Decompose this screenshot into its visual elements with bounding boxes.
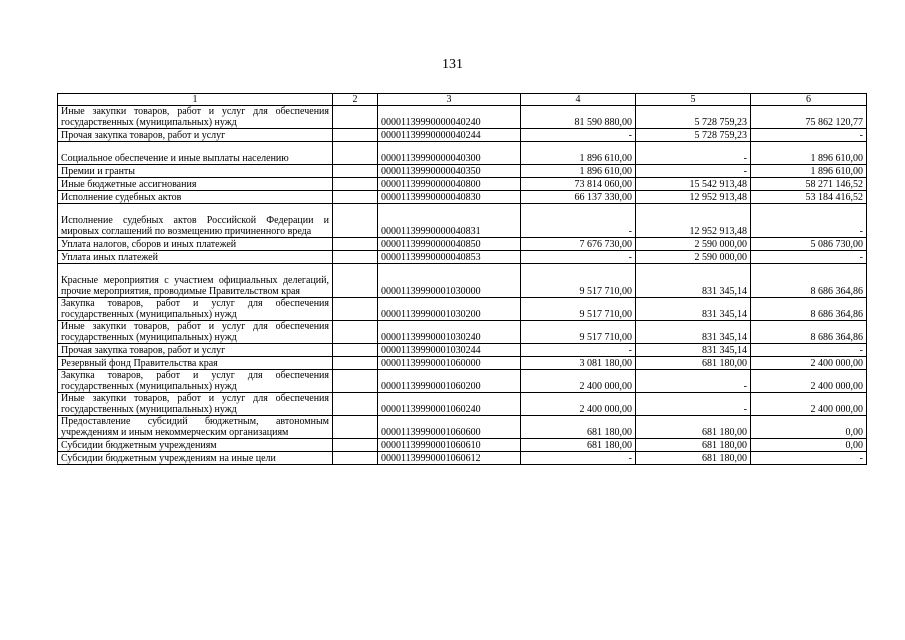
row-value-col5-cell: 681 180,00 [636, 452, 751, 465]
row-code-cell: 00001139990001030200 [378, 298, 521, 321]
row-value-col6-cell: 2 400 000,00 [751, 370, 867, 393]
row-col2-cell [333, 251, 378, 264]
row-value-col6-cell: 53 184 416,52 [751, 191, 867, 204]
row-value-col5-cell: 5 728 759,23 [636, 106, 751, 129]
row-value-col5-cell: 2 590 000,00 [636, 238, 751, 251]
row-value-col6-cell: 75 862 120,77 [751, 106, 867, 129]
row-value-col4-cell: - [521, 251, 636, 264]
row-code-cell: 00001139990001030244 [378, 344, 521, 357]
row-col2-cell [333, 191, 378, 204]
table-row [58, 204, 867, 238]
row-col2-cell [333, 321, 378, 344]
row-value-col4-cell: 2 400 000,00 [521, 393, 636, 416]
row-value-col6-cell: - [751, 204, 867, 238]
row-code-cell: 00001139990000040831 [378, 204, 521, 238]
row-col2-cell [333, 416, 378, 439]
table-row [58, 178, 867, 191]
row-value-col4-cell: 1 896 610,00 [521, 165, 636, 178]
row-col2-cell [333, 165, 378, 178]
row-name-cell: Уплата налогов, сборов и иных платежей [58, 238, 333, 251]
table-row [58, 191, 867, 204]
table-row [58, 142, 867, 165]
row-value-col5-cell: - [636, 165, 751, 178]
table-row [58, 129, 867, 142]
row-col2-cell [333, 238, 378, 251]
row-value-col4-cell: - [521, 452, 636, 465]
table-row [58, 357, 867, 370]
table-row [58, 416, 867, 439]
row-value-col4-cell: - [521, 344, 636, 357]
table-row [58, 344, 867, 357]
row-col2-cell [333, 264, 378, 298]
row-value-col4-cell: 66 137 330,00 [521, 191, 636, 204]
column-header: 4 [521, 94, 636, 106]
row-name-cell: Прочая закупка товаров, работ и услуг [58, 129, 333, 142]
row-value-col6-cell: - [751, 251, 867, 264]
row-value-col4-cell: - [521, 204, 636, 238]
row-code-cell: 00001139990001030000 [378, 264, 521, 298]
row-value-col5-cell: 15 542 913,48 [636, 178, 751, 191]
row-name-cell: Иные бюджетные ассигнования [58, 178, 333, 191]
row-name-cell: Иные закупки товаров, работ и услуг для обеспечения государственных (муниципальных) нужд [58, 321, 333, 344]
row-value-col5-cell: 831 345,14 [636, 344, 751, 357]
row-value-col5-cell: 5 728 759,23 [636, 129, 751, 142]
row-value-col5-cell: 831 345,14 [636, 264, 751, 298]
row-name-cell: Субсидии бюджетным учреждениям [58, 439, 333, 452]
row-code-cell: 00001139990000040830 [378, 191, 521, 204]
row-col2-cell [333, 106, 378, 129]
row-name-cell: Иные закупки товаров, работ и услуг для обеспечения государственных (муниципальных) нужд [58, 106, 333, 129]
row-value-col6-cell: 2 400 000,00 [751, 357, 867, 370]
row-value-col4-cell: 2 400 000,00 [521, 370, 636, 393]
row-name-cell: Уплата иных платежей [58, 251, 333, 264]
row-code-cell: 00001139990000040240 [378, 106, 521, 129]
row-name-cell: Социальное обеспечение и иные выплаты населению [58, 142, 333, 165]
budget-table [57, 93, 867, 465]
row-name-cell: Прочая закупка товаров, работ и услуг [58, 344, 333, 357]
row-col2-cell [333, 370, 378, 393]
row-value-col6-cell: 1 896 610,00 [751, 165, 867, 178]
row-value-col4-cell: 9 517 710,00 [521, 321, 636, 344]
row-col2-cell [333, 298, 378, 321]
row-value-col5-cell: 2 590 000,00 [636, 251, 751, 264]
row-code-cell: 00001139990000040850 [378, 238, 521, 251]
row-name-cell: Иные закупки товаров, работ и услуг для обеспечения государственных (муниципальных) нужд [58, 393, 333, 416]
column-header: 2 [333, 94, 378, 106]
row-value-col5-cell: 681 180,00 [636, 357, 751, 370]
row-name-cell: Субсидии бюджетным учреждениям на иные цели [58, 452, 333, 465]
table-row [58, 264, 867, 298]
row-value-col5-cell: - [636, 393, 751, 416]
row-value-col6-cell: - [751, 129, 867, 142]
row-code-cell: 00001139990000040300 [378, 142, 521, 165]
table-header-row [58, 94, 867, 106]
row-col2-cell [333, 357, 378, 370]
row-value-col4-cell: 7 676 730,00 [521, 238, 636, 251]
row-code-cell: 00001139990001060200 [378, 370, 521, 393]
row-col2-cell [333, 178, 378, 191]
row-col2-cell [333, 344, 378, 357]
row-value-col5-cell: 831 345,14 [636, 321, 751, 344]
row-name-cell: Премии и гранты [58, 165, 333, 178]
table-body [58, 106, 867, 465]
table-row [58, 165, 867, 178]
row-value-col6-cell: 8 686 364,86 [751, 264, 867, 298]
row-value-col6-cell: 2 400 000,00 [751, 393, 867, 416]
row-col2-cell [333, 393, 378, 416]
row-name-cell: Закупка товаров, работ и услуг для обеспечения государственных (муниципальных) нужд [58, 370, 333, 393]
table-row [58, 298, 867, 321]
row-code-cell: 00001139990000040350 [378, 165, 521, 178]
row-value-col4-cell: 73 814 060,00 [521, 178, 636, 191]
row-value-col4-cell: 9 517 710,00 [521, 298, 636, 321]
row-value-col5-cell: - [636, 370, 751, 393]
row-value-col5-cell: 831 345,14 [636, 298, 751, 321]
row-value-col4-cell: 81 590 880,00 [521, 106, 636, 129]
table-row [58, 452, 867, 465]
row-code-cell: 00001139990001060240 [378, 393, 521, 416]
page-number: 131 [442, 57, 463, 72]
row-value-col4-cell: 9 517 710,00 [521, 264, 636, 298]
row-col2-cell [333, 204, 378, 238]
table-row [58, 251, 867, 264]
row-value-col6-cell: 0,00 [751, 416, 867, 439]
row-value-col6-cell: 1 896 610,00 [751, 142, 867, 165]
row-code-cell: 00001139990001030240 [378, 321, 521, 344]
column-header: 5 [636, 94, 751, 106]
column-header: 3 [378, 94, 521, 106]
row-code-cell: 00001139990000040853 [378, 251, 521, 264]
row-name-cell: Закупка товаров, работ и услуг для обеспечения государственных (муниципальных) нужд [58, 298, 333, 321]
table-row [58, 238, 867, 251]
table-row [58, 321, 867, 344]
row-col2-cell [333, 142, 378, 165]
row-value-col5-cell: 12 952 913,48 [636, 204, 751, 238]
row-name-cell: Резервный фонд Правительства края [58, 357, 333, 370]
row-value-col6-cell: 8 686 364,86 [751, 298, 867, 321]
row-value-col5-cell: - [636, 142, 751, 165]
column-header: 1 [58, 94, 333, 106]
row-value-col4-cell: 681 180,00 [521, 439, 636, 452]
row-col2-cell [333, 439, 378, 452]
row-value-col4-cell: - [521, 129, 636, 142]
row-code-cell: 00001139990001060000 [378, 357, 521, 370]
column-header: 6 [751, 94, 867, 106]
row-code-cell: 00001139990001060610 [378, 439, 521, 452]
row-code-cell: 00001139990001060612 [378, 452, 521, 465]
row-value-col6-cell: - [751, 344, 867, 357]
row-name-cell: Исполнение судебных актов Российской Федерации и мировых соглашений по возмещению причиненного вреда [58, 204, 333, 238]
row-value-col6-cell: 58 271 146,52 [751, 178, 867, 191]
row-code-cell: 00001139990000040244 [378, 129, 521, 142]
row-value-col4-cell: 1 896 610,00 [521, 142, 636, 165]
row-value-col6-cell: 8 686 364,86 [751, 321, 867, 344]
row-value-col6-cell: 0,00 [751, 439, 867, 452]
row-col2-cell [333, 452, 378, 465]
row-code-cell: 00001139990000040800 [378, 178, 521, 191]
row-code-cell: 00001139990001060600 [378, 416, 521, 439]
row-value-col5-cell: 12 952 913,48 [636, 191, 751, 204]
row-value-col5-cell: 681 180,00 [636, 439, 751, 452]
row-value-col6-cell: 5 086 730,00 [751, 238, 867, 251]
table-row [58, 393, 867, 416]
row-name-cell: Красные мероприятия с участием официальных делегаций, прочие мероприятия, проводимые Правительством края [58, 264, 333, 298]
table-row [58, 370, 867, 393]
table-row [58, 106, 867, 129]
row-value-col6-cell: - [751, 452, 867, 465]
row-value-col4-cell: 681 180,00 [521, 416, 636, 439]
table-row [58, 439, 867, 452]
row-name-cell: Исполнение судебных актов [58, 191, 333, 204]
row-col2-cell [333, 129, 378, 142]
row-value-col4-cell: 3 081 180,00 [521, 357, 636, 370]
row-value-col5-cell: 681 180,00 [636, 416, 751, 439]
row-name-cell: Предоставление субсидий бюджетным, автономным учреждениям и иным некоммерческим организациям [58, 416, 333, 439]
